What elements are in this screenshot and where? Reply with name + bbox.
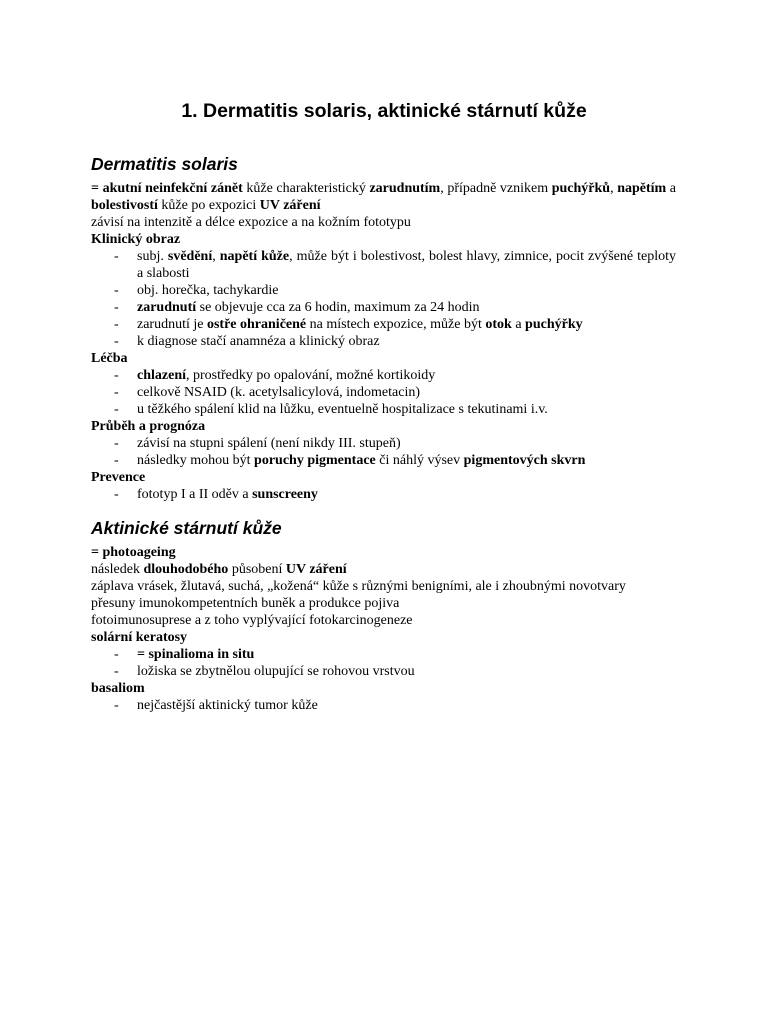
list-item: - fototyp I a II oděv a sunscreeny [91, 486, 676, 503]
keratosy-list [91, 646, 676, 680]
subheading-prevence: Prevence [91, 470, 146, 485]
subheading-prubeh: Průběh a prognóza [91, 419, 206, 434]
list-item: - chlazení, prostředky po opalování, možné kortikoidy [91, 367, 676, 384]
photoageing-line: = photoageing [91, 545, 176, 560]
klinicky-list [91, 248, 676, 350]
basaliom-list [91, 697, 676, 714]
list-item: - u těžkého spálení klid na lůžku, eventuelně hospitalizace s tekutinami i.v. [91, 401, 676, 418]
subheading-lecba: Léčba [91, 351, 128, 366]
list-item: - = spinalioma in situ [91, 646, 676, 663]
prevence-list [91, 486, 676, 503]
list-item: - k diagnose stačí anamnéza a klinický obraz [91, 333, 676, 350]
lecba-list [91, 367, 676, 418]
section-heading-aktinicke: Aktinické stárnutí kůže [91, 518, 282, 538]
subheading-klinicky-obraz: Klinický obraz [91, 232, 181, 247]
subheading-basaliom: basaliom [91, 681, 145, 696]
list-item: - obj. horečka, tachykardie [91, 282, 676, 299]
exposure-line: závisí na intenzitě a délce expozice a na kožním fototypu [91, 215, 411, 230]
list-item: - zarudnutí se objevuje cca za 6 hodin, maximum za 24 hodin [91, 299, 676, 316]
page-title: 1. Dermatitis solaris, aktinické stárnutí kůže [181, 100, 587, 122]
document-body [91, 153, 676, 714]
list-item: - nejčastější aktinický tumor kůže [91, 697, 676, 714]
list-item: - celkově NSAID (k. acetylsalicylová, indometacin) [91, 384, 676, 401]
list-item: - zarudnutí je ostře ohraničené na místech expozice, může být otok a puchýřky [91, 316, 676, 333]
list-item: - následky mohou být poruchy pigmentace či náhlý výsev pigmentových skvrn [91, 452, 676, 469]
subheading-keratosy: solární keratosy [91, 630, 188, 645]
presuny-line: přesuny imunokompetentních buněk a produkce pojiva [91, 596, 400, 611]
list-item: - závisí na stupni spálení (není nikdy III. stupeň) [91, 435, 676, 452]
definition-paragraph: = akutní neinfekční zánět kůže charakteristický zarudnutím, případně vznikem puchýřků, napětím a bolestivostí kůže po expozici UV záření [91, 181, 677, 213]
nasledek-line: následek dlouhodobého působení UV záření [91, 562, 347, 577]
prubeh-list [91, 435, 676, 469]
list-item: - ložiska se zbytnělou olupující se rohovou vrstvou [91, 663, 676, 680]
zaplava-paragraph: záplava vrásek, žlutavá, suchá, „kožená“ kůže s různými benigními, ale i zhoubnými novotvary [91, 579, 626, 594]
fotoimunosuprese-line: fotoimunosuprese a z toho vyplývající fotokarcinogeneze [91, 613, 413, 628]
list-item: - subj. svědění, napětí kůže, může být i bolestivost, bolest hlavy, zimnice, pocit zvýšené teploty a slabosti [91, 248, 676, 282]
section-heading-dermatitis: Dermatitis solaris [91, 154, 238, 174]
